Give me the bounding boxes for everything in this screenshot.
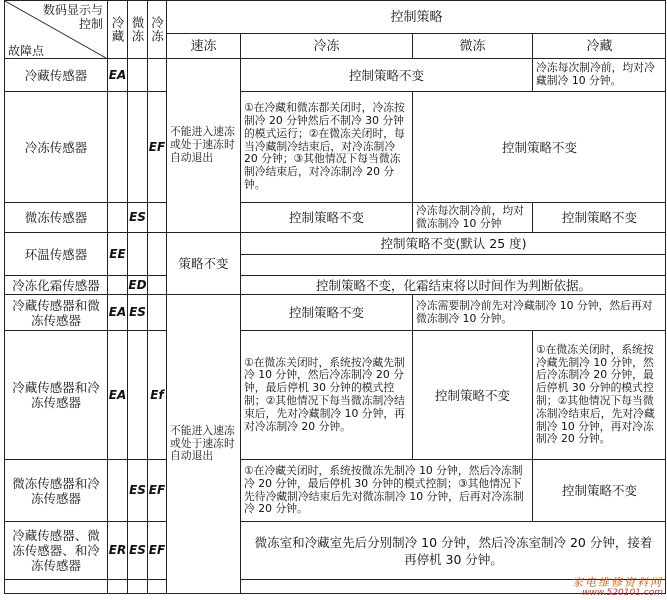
sub-header-sudong: 速冻 — [166, 33, 240, 58]
strategy-text: 微冻室和冷藏室先后分别制冷 10 分钟，然后冷冻室制冷 20 分钟，接着再停机 30 分钟。 — [240, 521, 666, 579]
code-weidong: ES — [127, 459, 147, 521]
sudong-text: 策略不变 — [166, 232, 240, 294]
watermark-url: www.520101.com — [582, 588, 663, 598]
sub-header-lengdong: 冷冻 — [240, 33, 412, 58]
strategy-text: 控制策略不变，化霜结束将以时间作为判断依据。 — [240, 275, 666, 294]
table-border-bottom — [4, 593, 666, 594]
corner-top-label: 数码显示与控制 — [42, 3, 103, 31]
code-lengcang: EA — [107, 58, 127, 91]
strategy-unchanged: 控制策略不变 — [240, 58, 532, 91]
code-lengcang: EA — [107, 294, 127, 330]
code-lengdong: Ef — [147, 330, 166, 459]
strategy-unchanged: 控制策略不变 — [412, 91, 666, 202]
code-lengcang-empty — [107, 275, 127, 294]
strategy-unchanged: 控制策略不变 — [532, 202, 666, 232]
code-lengcang-empty — [107, 202, 127, 232]
code-lengdong-empty — [147, 275, 166, 294]
strategy-text: 冷冻需要制冷前先对冷藏制冷 10 分钟，然后再对微冻制冷 10 分钟。 — [412, 294, 666, 330]
watermark-title: 家电维修资料网 — [572, 576, 663, 589]
strategy-blank — [240, 254, 666, 275]
code-lengdong-empty — [147, 202, 166, 232]
strategy-unchanged: 控制策略不变 — [412, 330, 532, 459]
sudong-text: 不能进入速冻或处于速冻时自动退出 — [166, 294, 240, 593]
code-lengdong: EF — [147, 521, 166, 579]
fault-name: 冷藏传感器 — [4, 58, 107, 91]
sub-header-weidong: 微冻 — [412, 33, 532, 58]
fault-name: 冷藏传感器、微冻传感器、和冷冻传感器 — [4, 521, 107, 579]
sudong-text: 不能进入速冻或处于速冻时自动退出 — [166, 58, 240, 232]
sub-header-lengcang: 冷藏 — [532, 33, 666, 58]
strategy-text: ①在冷藏关闭时，系统按微冻先制冷 10 分钟，然后冷冻制冷 20 分钟，最后停机 30 分钟的模式控制；③其他情况下先待冷藏制冷结束后先对微冻制冷 10 分钟，后再对冷冻制冷 20 分钟。 — [240, 459, 532, 521]
strategy-header: 控制策略 — [166, 0, 666, 33]
code-weidong: ES — [127, 202, 147, 232]
strategy-text: ①在冷藏和微冻都关闭时，冷冻按制冷 20 分钟然后不制冷 30 分钟的模式运行；②在微冻关闭时，每当冷藏制冷结束后，对冷冻制冷 20 分钟；③其他情况下每当微冻制冷结束后，对冷冻制冷 20 分钟。 — [240, 91, 412, 202]
fault-name: 环温传感器 — [4, 232, 107, 275]
empty-row — [107, 579, 127, 593]
code-lengcang-empty — [107, 91, 127, 202]
code-lengdong-empty — [147, 294, 166, 330]
code-weidong: ED — [127, 275, 147, 294]
code-lengcang: ER — [107, 521, 127, 579]
code-weidong: ES — [127, 294, 147, 330]
code-weidong-empty — [127, 232, 147, 275]
fault-name: 微冻传感器和冷冻传感器 — [4, 459, 107, 521]
code-lengdong-empty — [147, 232, 166, 275]
fault-name: 冷冻化霜传感器 — [4, 275, 107, 294]
code-weidong: ES — [127, 521, 147, 579]
code-lengdong: EF — [147, 459, 166, 521]
empty-row — [4, 579, 107, 593]
col-header-weidong: 微冻 — [127, 0, 147, 58]
code-weidong-empty — [127, 58, 147, 91]
code-lengdong: EF — [147, 91, 166, 202]
strategy-text: ①在微冻关闭时，系统按冷藏先制冷 10 分钟，然后冷冻制冷 20 分钟，最后停机 30 分钟的模式控制；②其他情况下每当微冻制冷结束后，先对冷藏制冷 10 分钟，再对冷冻制冷 20 分钟。 — [532, 330, 666, 459]
col-header-lengdong: 冷冻 — [147, 0, 166, 58]
strategy-text: ①在微冻关闭时，系统按冷藏先制冷 10 分钟，然后冷冻制冷 20 分钟，最后停机 30 分钟的模式控制；②其他情况下每当微冻制冷结束后，先对冷藏制冷 10 分钟，再对冷冻制冷 20 分钟。 — [240, 330, 412, 459]
strategy-unchanged: 控制策略不变 — [240, 202, 412, 232]
empty-row — [147, 579, 166, 593]
corner-bottom-label: 故障点 — [8, 44, 45, 58]
strategy-unchanged: 控制策略不变 — [532, 459, 666, 521]
code-lengcang: EA — [107, 330, 127, 459]
code-lengcang-empty — [107, 459, 127, 521]
strategy-unchanged: 控制策略不变(默认 25 度) — [240, 232, 666, 254]
empty-row — [127, 579, 147, 593]
fault-name: 冷冻传感器 — [4, 91, 107, 202]
fault-name: 冷藏传感器和微冻传感器 — [4, 294, 107, 330]
code-weidong-empty — [127, 330, 147, 459]
table-border-right — [665, 0, 666, 594]
strategy-unchanged: 控制策略不变 — [240, 294, 412, 330]
code-weidong-empty — [127, 91, 147, 202]
code-lengcang: EE — [107, 232, 127, 275]
fault-name: 微冻传感器 — [4, 202, 107, 232]
code-lengdong-empty — [147, 58, 166, 91]
strategy-text: 冷冻每次制冷前，均对冷藏制冷 10 分钟。 — [532, 58, 666, 91]
col-header-lengcang: 冷藏 — [107, 0, 127, 58]
watermark — [572, 578, 663, 598]
fault-name: 冷藏传感器和冷冻传感器 — [4, 330, 107, 459]
strategy-text: 冷冻每次制冷前，均对微冻制冷 10 分钟 — [412, 202, 532, 232]
